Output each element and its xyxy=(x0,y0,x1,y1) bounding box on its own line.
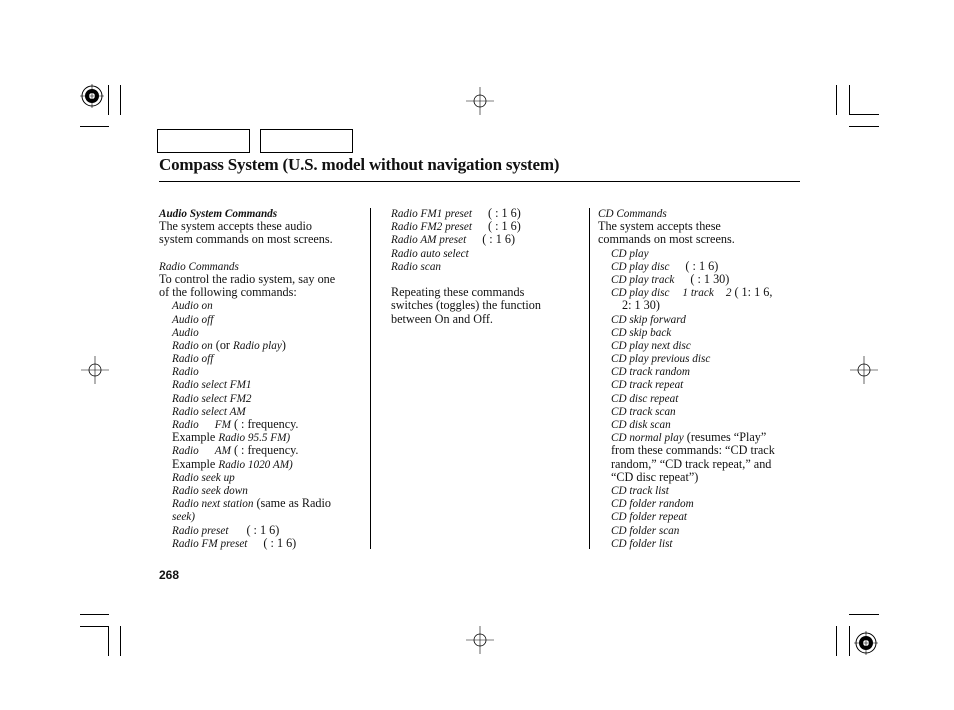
voice-command: Radio seek down xyxy=(172,484,248,497)
crosshair-icon xyxy=(466,626,494,654)
voice-command: CD track list xyxy=(611,484,669,497)
voice-command-line xyxy=(391,207,581,220)
example-label: Example xyxy=(172,430,219,445)
body-text: of the following commands: xyxy=(159,285,297,300)
voice-command: CD track random xyxy=(611,366,690,379)
body-text: To control the radio system, say one xyxy=(159,271,336,286)
voice-command: Radio select FM2 xyxy=(172,392,252,405)
command-range: ( : 1 6) xyxy=(488,206,521,220)
command-range: ( : 1 6) xyxy=(263,535,297,550)
command-range: ( 1: 1 6, xyxy=(731,285,773,300)
column-cd-commands xyxy=(598,207,808,550)
command-note: seek) xyxy=(172,511,195,524)
crosshair-icon xyxy=(850,356,878,384)
column-radio-presets xyxy=(391,207,581,326)
command-note: ( : frequency. xyxy=(233,443,299,458)
registration-target-icon xyxy=(854,631,878,655)
crop-line xyxy=(849,85,850,115)
subsection-heading: CD Commands xyxy=(598,208,667,220)
voice-command-line xyxy=(391,233,581,246)
voice-command: Radio scan xyxy=(391,260,442,273)
header-tab-box-2 xyxy=(260,129,353,153)
example-command: Radio 95.5 FM) xyxy=(218,432,291,445)
voice-command: Radio FM1 preset xyxy=(391,208,472,220)
voice-command-line xyxy=(159,537,364,550)
section-heading: Audio System Commands xyxy=(159,208,278,220)
voice-command: CD folder scan xyxy=(611,524,680,537)
voice-command: CD disk scan xyxy=(611,419,671,431)
body-text: switches (toggles) the function xyxy=(391,298,541,313)
voice-command: AM xyxy=(214,445,231,458)
voice-command: CD normal play xyxy=(611,432,684,445)
voice-command: CD track scan xyxy=(611,405,676,418)
voice-command: Radio auto select xyxy=(391,247,469,260)
voice-command: CD folder list xyxy=(611,537,673,550)
voice-command-line xyxy=(159,339,364,352)
voice-command: Radio select FM1 xyxy=(172,379,252,392)
body-text: The system accepts these audio xyxy=(159,219,312,234)
column-divider xyxy=(370,208,371,549)
voice-command: Radio AM preset xyxy=(391,234,467,247)
crop-line xyxy=(80,126,109,127)
body-text: The system accepts these xyxy=(598,219,721,234)
voice-command: CD folder random xyxy=(611,498,694,511)
voice-command: Radio off xyxy=(172,353,214,366)
voice-command: CD skip back xyxy=(611,326,672,339)
command-note: from these commands: “CD track xyxy=(611,443,775,458)
page-number: 268 xyxy=(159,568,180,582)
voice-command-line xyxy=(159,497,364,510)
crop-line xyxy=(108,626,109,656)
voice-command: FM xyxy=(214,419,231,431)
voice-command: Audio on xyxy=(172,300,213,313)
voice-command: Radio seek up xyxy=(172,471,235,484)
body-text: Repeating these commands xyxy=(391,285,525,300)
example-command: Radio 1020 AM) xyxy=(218,458,293,471)
voice-command: Radio xyxy=(172,445,199,458)
voice-command: 1 track xyxy=(682,287,714,300)
command-note: ( : frequency. xyxy=(233,417,299,431)
command-range: ( : 1 6) xyxy=(482,232,516,247)
header-tab-box-1 xyxy=(157,129,250,153)
voice-command: Radio select AM xyxy=(172,405,246,418)
command-note: “CD disc repeat”) xyxy=(611,469,699,484)
voice-command: Radio FM2 preset xyxy=(391,221,472,234)
page-title: Compass System (U.S. model without navigation system) xyxy=(159,155,560,174)
crop-line xyxy=(849,614,879,615)
voice-command-line xyxy=(159,524,364,537)
command-note: (or xyxy=(212,337,234,352)
command-note: (resumes “Play” xyxy=(683,430,767,445)
command-range: ( : 1 30) xyxy=(690,271,730,286)
column-divider xyxy=(589,208,590,549)
crop-line xyxy=(836,626,837,656)
voice-command: Audio off xyxy=(172,313,214,326)
example-line xyxy=(159,458,364,471)
voice-command: Radio play xyxy=(233,339,282,352)
body-text: commands on most screens. xyxy=(598,232,735,247)
voice-command: CD play previous disc xyxy=(611,353,711,366)
voice-command-line xyxy=(598,273,808,286)
command-range: ( : 1 6) xyxy=(488,219,521,234)
crop-line xyxy=(108,85,109,115)
command-range: 2: 1 30) xyxy=(622,298,660,313)
crosshair-icon xyxy=(81,356,109,384)
body-text: between On and Off. xyxy=(391,311,493,326)
command-note: random,” “CD track repeat,” and xyxy=(611,456,772,471)
crop-line xyxy=(120,85,121,115)
voice-command: Radio on xyxy=(172,339,213,352)
voice-command: Radio FM preset xyxy=(172,537,248,550)
voice-command: CD track repeat xyxy=(611,379,684,392)
crop-line xyxy=(849,126,879,127)
voice-command: Audio xyxy=(172,326,199,339)
voice-command: CD skip forward xyxy=(611,313,686,326)
body-text: system commands on most screens. xyxy=(159,232,333,247)
example-label: Example xyxy=(172,456,219,471)
crop-line xyxy=(80,614,109,615)
voice-command: CD disc repeat xyxy=(611,392,679,405)
crosshair-icon xyxy=(466,87,494,115)
voice-command: 2 xyxy=(725,287,732,300)
crop-line xyxy=(80,626,109,627)
subsection-heading: Radio Commands xyxy=(159,260,239,273)
crop-line xyxy=(120,626,121,656)
crop-line xyxy=(849,114,879,115)
command-range: ( : 1 6) xyxy=(246,522,280,537)
voice-command: CD play xyxy=(611,247,649,260)
command-note: (same as Radio xyxy=(253,496,331,511)
crop-line xyxy=(836,85,837,115)
voice-command: Radio preset xyxy=(172,524,229,537)
command-note: ) xyxy=(281,337,286,352)
voice-command: CD play disc xyxy=(611,260,670,273)
voice-command: Radio xyxy=(172,419,199,431)
voice-command: Radio xyxy=(172,366,199,379)
voice-command: CD play track xyxy=(611,273,675,286)
command-range: ( : 1 6) xyxy=(685,258,719,273)
column-audio-radio xyxy=(159,207,364,550)
title-rule xyxy=(159,181,800,182)
voice-command: Radio next station xyxy=(172,498,254,511)
crop-line xyxy=(849,626,850,656)
voice-command: CD play disc xyxy=(611,287,670,300)
voice-command: CD folder repeat xyxy=(611,511,688,524)
voice-command: CD play next disc xyxy=(611,339,691,352)
registration-target-icon xyxy=(80,84,104,108)
